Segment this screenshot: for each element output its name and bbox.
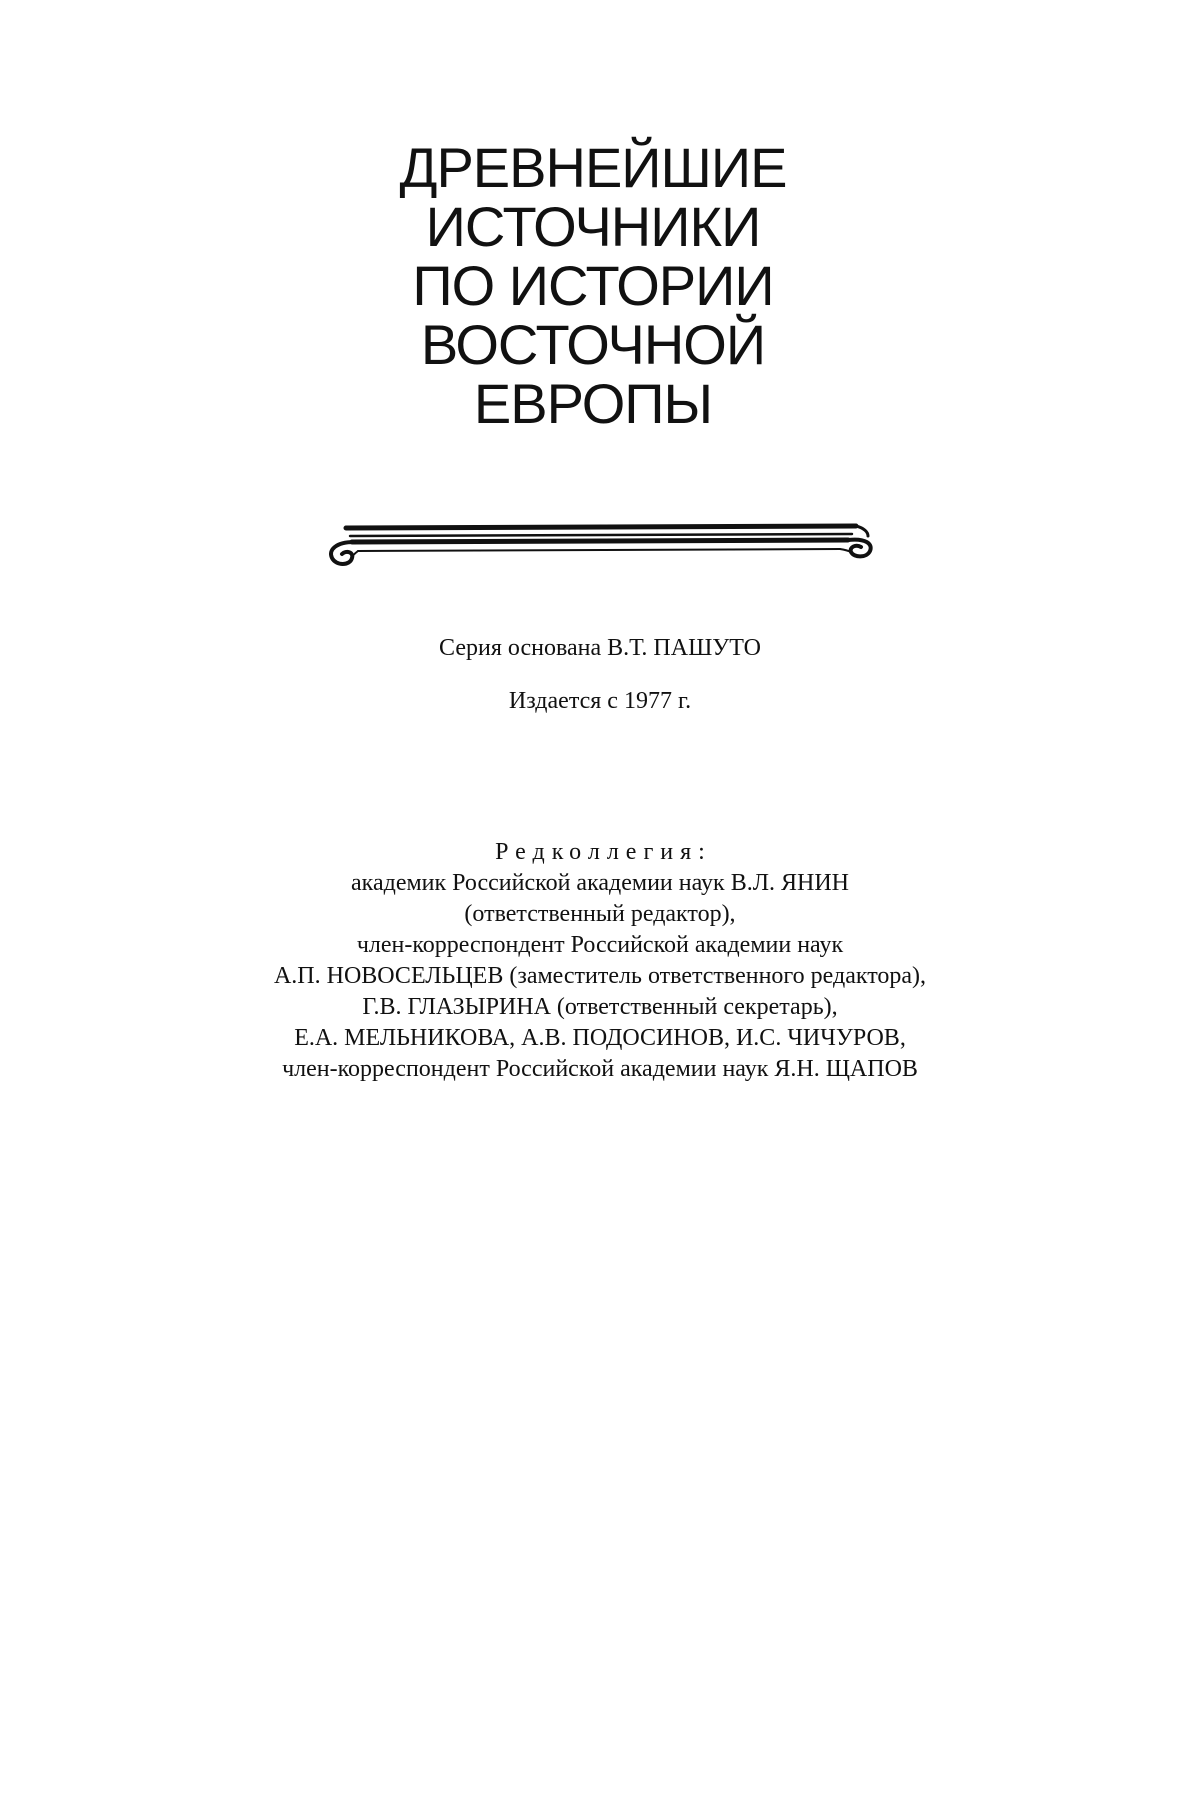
editorial-board-heading: Редколлегия: <box>495 839 712 865</box>
editorial-board <box>0 837 1200 1085</box>
editorial-board-line: Г.В. ГЛАЗЫРИНА (ответственный секретарь), <box>362 994 838 1020</box>
editorial-board-line: член-корреспондент Российской академии наук Я.Н. ЩАПОВ <box>282 1056 918 1082</box>
editorial-board-line: А.П. НОВОСЕЛЬЦЕВ (заместитель ответственного редактора), <box>273 963 927 989</box>
editorial-board-line: академик Российской академии наук В.Л. ЯНИН <box>351 870 849 896</box>
series-founded-note: Серия основана В.Т. ПАШУТО <box>439 635 761 661</box>
series-title-line: ВОСТОЧНОЙ <box>420 313 766 376</box>
series-published-note: Издается с 1977 г. <box>508 688 692 714</box>
series-title-line: ПО ИСТОРИИ <box>412 254 774 317</box>
editorial-board-line: (ответственный редактор), <box>464 901 736 927</box>
series-title-line: ИСТОЧНИКИ <box>425 195 761 258</box>
series-title <box>0 138 1193 433</box>
scroll-rule-ornament-icon <box>328 520 873 572</box>
series-title-line: ЕВРОПЫ <box>473 372 713 435</box>
series-title-line: ДРЕВНЕЙШИЕ <box>399 136 787 199</box>
editorial-board-line: член-корреспондент Российской академии наук <box>356 932 844 958</box>
editorial-board-line: Е.А. МЕЛЬНИКОВА, А.В. ПОДОСИНОВ, И.С. ЧИЧУРОВ, <box>294 1025 906 1051</box>
